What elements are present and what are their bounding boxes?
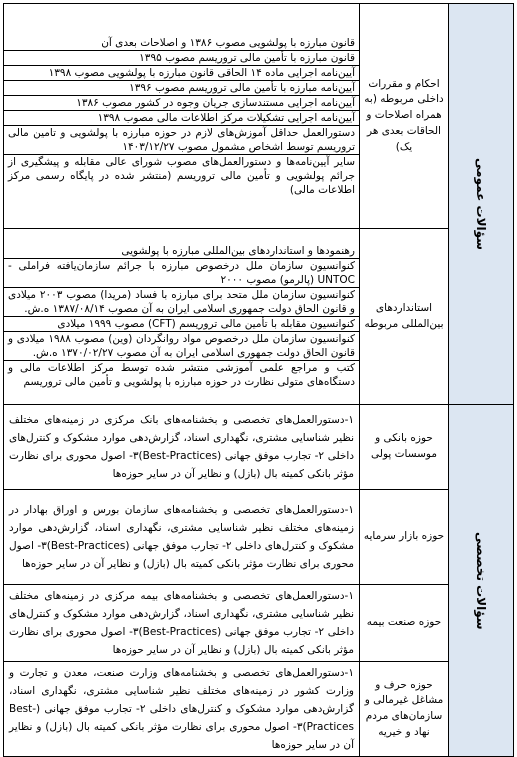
domestic-items <box>4 4 360 229</box>
table-row <box>4 490 514 585</box>
table-row <box>4 405 514 490</box>
section-title-banking: حوزه بانکی و موسسات پولی <box>360 405 449 490</box>
list-item: آیین‌نامه اجرایی تشکیلات مرکز اطلاعات مالی مصوب ۱۳۹۸ <box>4 111 359 126</box>
table-row <box>4 229 514 405</box>
category-general-label: سؤالات عمومی <box>474 158 488 250</box>
list-item: آیین‌نامه اجرایی ماده ۱۴ الحاقی قانون مبارزه با پولشویی مصوب ۱۳۹۸ <box>4 66 359 81</box>
list-item: قانون مبارزه با پولشویی مصوب ۱۳۸۶ و اصلاحات بعدی آن <box>4 36 359 51</box>
category-cell-specialized <box>449 405 514 757</box>
section-title-insurance: حوزه صنعت بیمه <box>360 585 449 662</box>
list-item: کنوانسیون مقابله با تأمین مالی تروریسم (CFT) مصوب ۱۹۹۹ میلادی <box>4 317 359 332</box>
section-text-insurance: ۱-دستورالعمل‌های تخصصی و بخشنامه‌های بیمه مرکزی در زمینه‌های مختلف نظیر شناسایی مشتری، نگهداری اسناد، گزارش‌دهی موارد مشکوک و کنترل‌های داخلی ۲- تجارب موفق جهانی (Best-Practices)۳- اصول محوری برای نظارت مؤثر بانکی کمیته بال (بازل) و نظایر آن در سایر حوزه‌ها <box>9 590 355 656</box>
section-text-capital-market: ۱-دستورالعمل‌های تخصصی و بخشنامه‌های سازمان بورس و اوراق بهادار در زمینه‌های مختلف نظیر شناسایی مشتری، نگهداری اسناد، گزارش‌دهی موارد مشکوک و کنترل‌های داخلی ۲- تجارب موفق جهانی (Best-Practices)۳- اصول محوری برای نظارت مؤثر بانکی کمیته بال (بازل) و نظایر آن در سایر حوزه‌ها <box>9 504 354 570</box>
table-row <box>4 585 514 662</box>
table-row <box>4 4 514 229</box>
list-item: کنوانسیون سازمان ملل متحد برای مبارزه با فساد (مریدا) مصوب ۲۰۰۳ میلادی و قانون الحاق دولت جمهوری اسلامی ایران به آن مصوب ۱۳۸۷/۰۸/۱۴ ه.ش. <box>4 288 359 317</box>
list-item: رهنمودها و استانداردهای بین‌المللی مبارزه با پولشویی <box>4 244 359 259</box>
section-text-non-financial: ۱-دستورالعمل‌های تخصصی و بخشنامه‌های وزارت صنعت، معدن و تجارت و وزارت کشور در زمینه‌های مختلف نظیر شناسایی مشتری، نگهداری اسناد، گزارش‌دهی موارد مشکوک و کنترل‌های داخلی ۲- تجارب موفق جهانی (Best-Practices)۳- اصول محوری برای نظارت مؤثر بانکی کمیته بال (بازل) و نظایر آن در سایر حوزه‌ها <box>9 667 354 751</box>
list-item: کنوانسیون سازمان ملل درخصوص مواد روانگردان (وین) مصوب ۱۹۸۸ میلادی و قانون الحاق دولت جمهوری اسلامی ایران به آن مصوب ۱۳۷۰/۰۲/۲۷ ه.ش. <box>4 332 359 361</box>
questions-table <box>3 3 514 757</box>
international-items <box>4 229 360 405</box>
category-cell-general <box>449 4 514 405</box>
list-item: سایر آیین‌نامه‌ها و دستورالعمل‌های مصوب شورای عالی مقابله و پیشگیری از جرائم پولشویی و تأمین مالی تروریسم (منتشر شده در پایگاه رسمی مرکز اطلاعات مالی) <box>8 155 355 196</box>
list-item: کتب و مراجع علمی آموزشی منتشر شده توسط مرکز اطلاعات مالی و دستگاه‌های متولی نظارت در حوزه مبارزه با پولشویی و تأمین مالی تروریسم <box>8 362 355 388</box>
list-item: کنوانسیون سازمان ملل درخصوص مبارزه با جرائم سازمان‌یافته فراملی - UNTOC (پالرمو) مصوب ۲۰۰۰ <box>4 259 359 288</box>
section-title-international: استانداردهای بین‌المللی مربوطه <box>360 229 449 405</box>
section-title-capital-market: حوزه بازار سرمایه <box>360 490 449 585</box>
table-row <box>4 662 514 757</box>
section-title-non-financial: حوزه حرف و مشاغل غیرمالی و سازمان‌های مردم نهاد و خیریه <box>360 662 449 757</box>
section-title-domestic: احکام و مقررات داخلی مربوطه (به همراه اصلاحات و الحاقات بعدی هر یک) <box>360 4 449 229</box>
list-item: آیین‌نامه اجرایی مستندسازی جریان وجوه در کشور مصوب ۱۳۸۶ <box>4 96 359 111</box>
category-specialized-label: سؤالات تخصصی <box>474 531 488 630</box>
section-text-banking: ۱-دستورالعمل‌های تخصصی و بخشنامه‌های بانک مرکزی در زمینه‌های مختلف نظیر شناسایی مشتری، نگهداری اسناد، گزارش‌دهی موارد مشکوک و کنترل‌های داخلی ۲- تجارب موفق جهانی (Best-Practices)۳- اصول محوری برای نظارت مؤثر بانکی کمیته بال (بازل) و نظایر آن در سایر حوزه‌ها <box>9 414 355 480</box>
list-item: آیین‌نامه مبارزه با تأمین مالی تروریسم مصوب ۱۳۹۶ <box>4 81 359 96</box>
list-item: قانون مبارزه با تأمین مالی تروریسم مصوب ۱۳۹۵ <box>4 51 359 66</box>
list-item: دستورالعمل حداقل آموزش‌های لازم در حوزه مبارزه با پولشویی و تامین مالی تروریسم توسط اشخاص مشمول مصوب ۱۴۰۳/۱۲/۲۷ <box>4 126 359 155</box>
